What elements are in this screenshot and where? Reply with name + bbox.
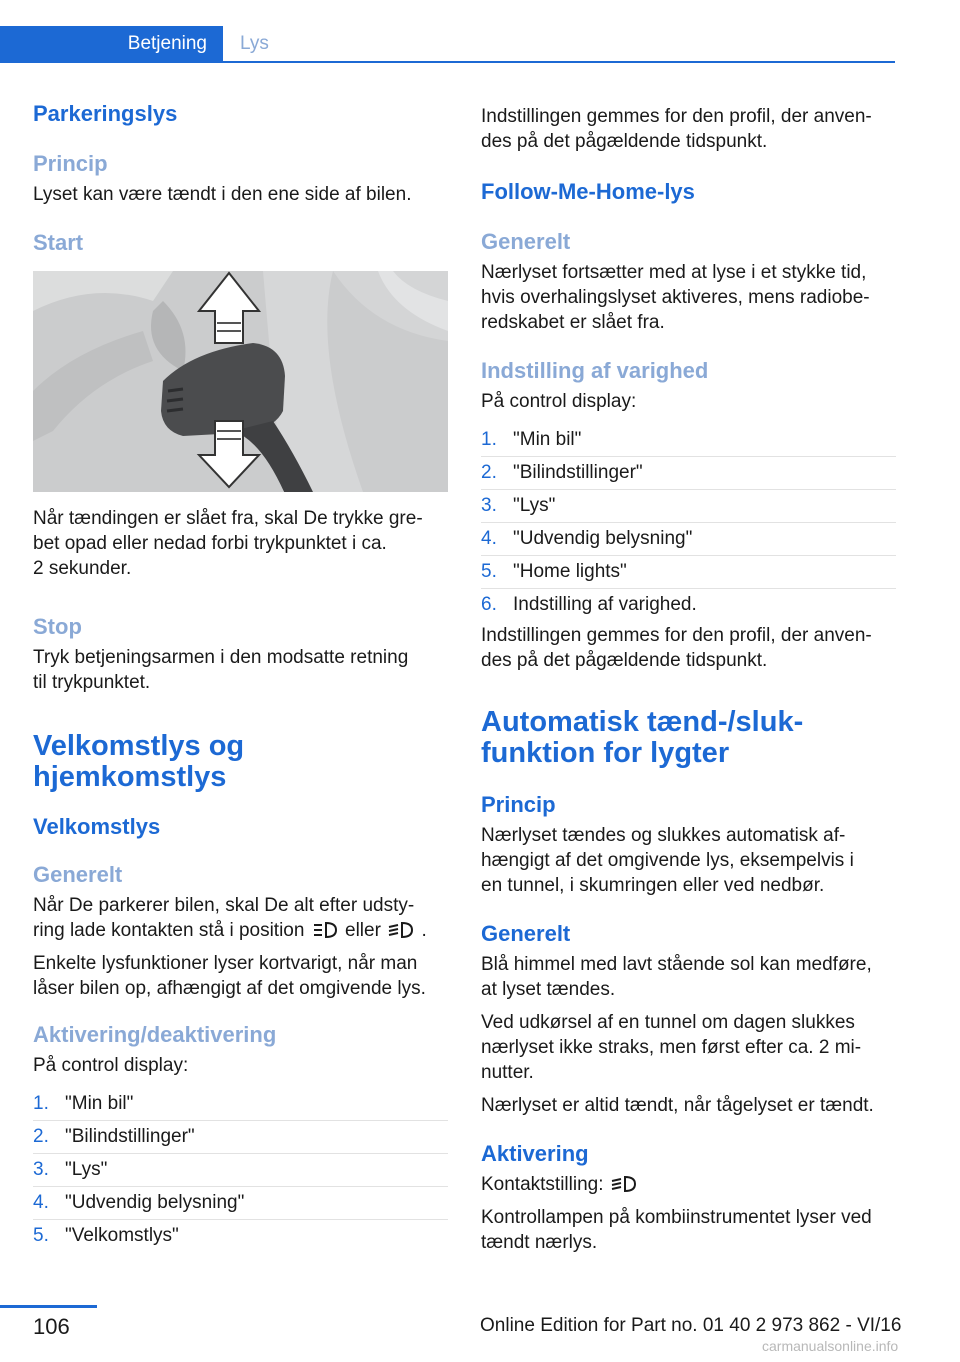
lamp-text-line2: tændt nærlys. — [481, 1232, 598, 1253]
heading-aktivering: Aktivering — [481, 1141, 589, 1166]
kontaktstilling-text — [481, 1172, 896, 1197]
control-display-text: På control display: — [33, 1055, 189, 1076]
tab-lys[interactable]: Lys — [240, 33, 269, 54]
auto-generelt-line2: at lyset tændes. — [481, 979, 616, 1000]
list-item: 2. "Bilindstillinger" — [481, 457, 896, 490]
tab-betjening[interactable]: Betjening — [0, 26, 223, 61]
generelt-text-line2c: . — [421, 920, 427, 941]
auto-generelt-line6: Nærlyset er altid tændt, når tågelyset er tændt. — [481, 1095, 874, 1116]
heading-aktivering-deaktivering: Aktivering/deaktivering — [33, 1022, 277, 1047]
auto-princip-line2: hængigt af det omgivende lys, eksempelvis i — [481, 850, 854, 871]
start-text-line2: bet opad eller nedad forbi trykpunktet i ca. — [33, 533, 387, 554]
heading-funktion-for-lygter: funktion for lygter — [481, 737, 730, 769]
list-item: 4. "Udvendig belysning" — [33, 1187, 448, 1220]
heading-velkomstlys-og: Velkomstlys og — [33, 730, 245, 762]
heading-generelt-follow: Generelt — [481, 229, 571, 254]
auto-generelt-line1: Blå himmel med lavt stående sol kan medføre, — [481, 954, 872, 975]
auto-generelt-line4: nærlyset ikke straks, men først efter ca. 2 mi‐ — [481, 1037, 862, 1058]
kontaktstilling-label: Kontaktstilling: — [481, 1174, 604, 1195]
auto-generelt-line3: Ved udkørsel af en tunnel om dagen slukkes — [481, 1012, 855, 1033]
heading-stop: Stop — [33, 614, 82, 639]
auto-princip-line3: en tunnel, i skumringen eller ved nedbør. — [481, 875, 825, 896]
list-item: 3. "Lys" — [481, 490, 896, 523]
parking-light-icon — [310, 920, 340, 940]
low-beam-icon — [609, 1174, 639, 1194]
duration-steps-list — [481, 424, 896, 621]
generelt-text-line2a: ring lade kontakten stå i position — [33, 920, 305, 941]
generelt-text-line2b: eller — [345, 920, 381, 941]
follow-text-line2: hvis overhalingslyset aktiveres, mens radiobe‐ — [481, 287, 870, 308]
stop-text-line1: Tryk betjeningsarmen i den modsatte retning — [33, 647, 409, 668]
list-item: 1. "Min bil" — [481, 424, 896, 457]
watermark: carmanualsonline.info — [762, 1338, 899, 1354]
generelt-text-line4: låser bilen op, afhængigt af det omgivende lys. — [33, 978, 426, 999]
auto-generelt-line5: nutter. — [481, 1062, 534, 1083]
start-text-line1: Når tændingen er slået fra, skal De trykke gre‐ — [33, 508, 423, 529]
saved2-text-line1: Indstillingen gemmes for den profil, der anven‐ — [481, 625, 872, 646]
heading-generelt: Generelt — [33, 862, 123, 887]
generelt-text-line2 — [33, 918, 448, 943]
heading-hjemkomstlys: hjemkomstlys — [33, 761, 227, 793]
stop-text-line2: til trykpunktet. — [33, 672, 151, 693]
control-display-text-right: På control display: — [481, 391, 637, 412]
list-item: 3. "Lys" — [33, 1154, 448, 1187]
heading-princip: Princip — [33, 151, 108, 176]
saved2-text-line2: des på det pågældende tidspunkt. — [481, 650, 768, 671]
follow-text-line1: Nærlyset fortsætter med at lyse i et stykke tid, — [481, 262, 867, 283]
heading-follow-me-home: Follow-Me-Home-lys — [481, 179, 695, 204]
list-item: 4. "Udvendig belysning" — [481, 523, 896, 556]
low-beam-icon — [386, 920, 416, 940]
footer-rule — [0, 1305, 97, 1308]
heading-generelt-auto: Generelt — [481, 921, 571, 946]
list-item: 5. "Home lights" — [481, 556, 896, 589]
heading-start: Start — [33, 230, 84, 255]
saved-text-line1: Indstillingen gemmes for den profil, der anven‐ — [481, 106, 872, 127]
page-number: 106 — [33, 1314, 70, 1339]
heading-parkeringslys: Parkeringslys — [33, 101, 178, 126]
right-column — [481, 100, 896, 1255]
follow-text-line3: redskabet er slået fra. — [481, 312, 665, 333]
saved-text-line2: des på det pågældende tidspunkt. — [481, 131, 768, 152]
princip-text: Lyset kan være tændt i den ene side af bilen. — [33, 184, 412, 205]
heading-automatisk: Automatisk tænd-/sluk- — [481, 706, 804, 738]
turn-signal-lever-illustration — [33, 271, 448, 492]
generelt-text-line1: Når De parkerer bilen, skal De alt efter udsty‐ — [33, 895, 415, 916]
heading-velkomstlys: Velkomstlys — [33, 814, 161, 839]
auto-princip-line1: Nærlyset tændes og slukkes automatisk af‐ — [481, 825, 846, 846]
edition-text: Online Edition for Part no. 01 40 2 973 862 - VI/16 — [480, 1315, 902, 1336]
generelt-text-line3: Enkelte lysfunktioner lyser kortvarigt, når man — [33, 953, 418, 974]
lamp-text-line1: Kontrollampen på kombiinstrumentet lyser ved — [481, 1207, 872, 1228]
welcome-steps-list — [33, 1088, 448, 1252]
list-item: 6. Indstilling af varighed. — [481, 594, 697, 615]
heading-indstilling-varighed: Indstilling af varighed — [481, 358, 709, 383]
start-text-line3: 2 sekunder. — [33, 558, 132, 579]
left-column — [33, 100, 448, 1252]
chapter-tabs — [0, 26, 895, 63]
list-item: 2. "Bilindstillinger" — [33, 1121, 448, 1154]
heading-princip-auto: Princip — [481, 792, 556, 817]
list-item: 1. "Min bil" — [33, 1088, 448, 1121]
list-item: 5. "Velkomstlys" — [33, 1225, 179, 1246]
